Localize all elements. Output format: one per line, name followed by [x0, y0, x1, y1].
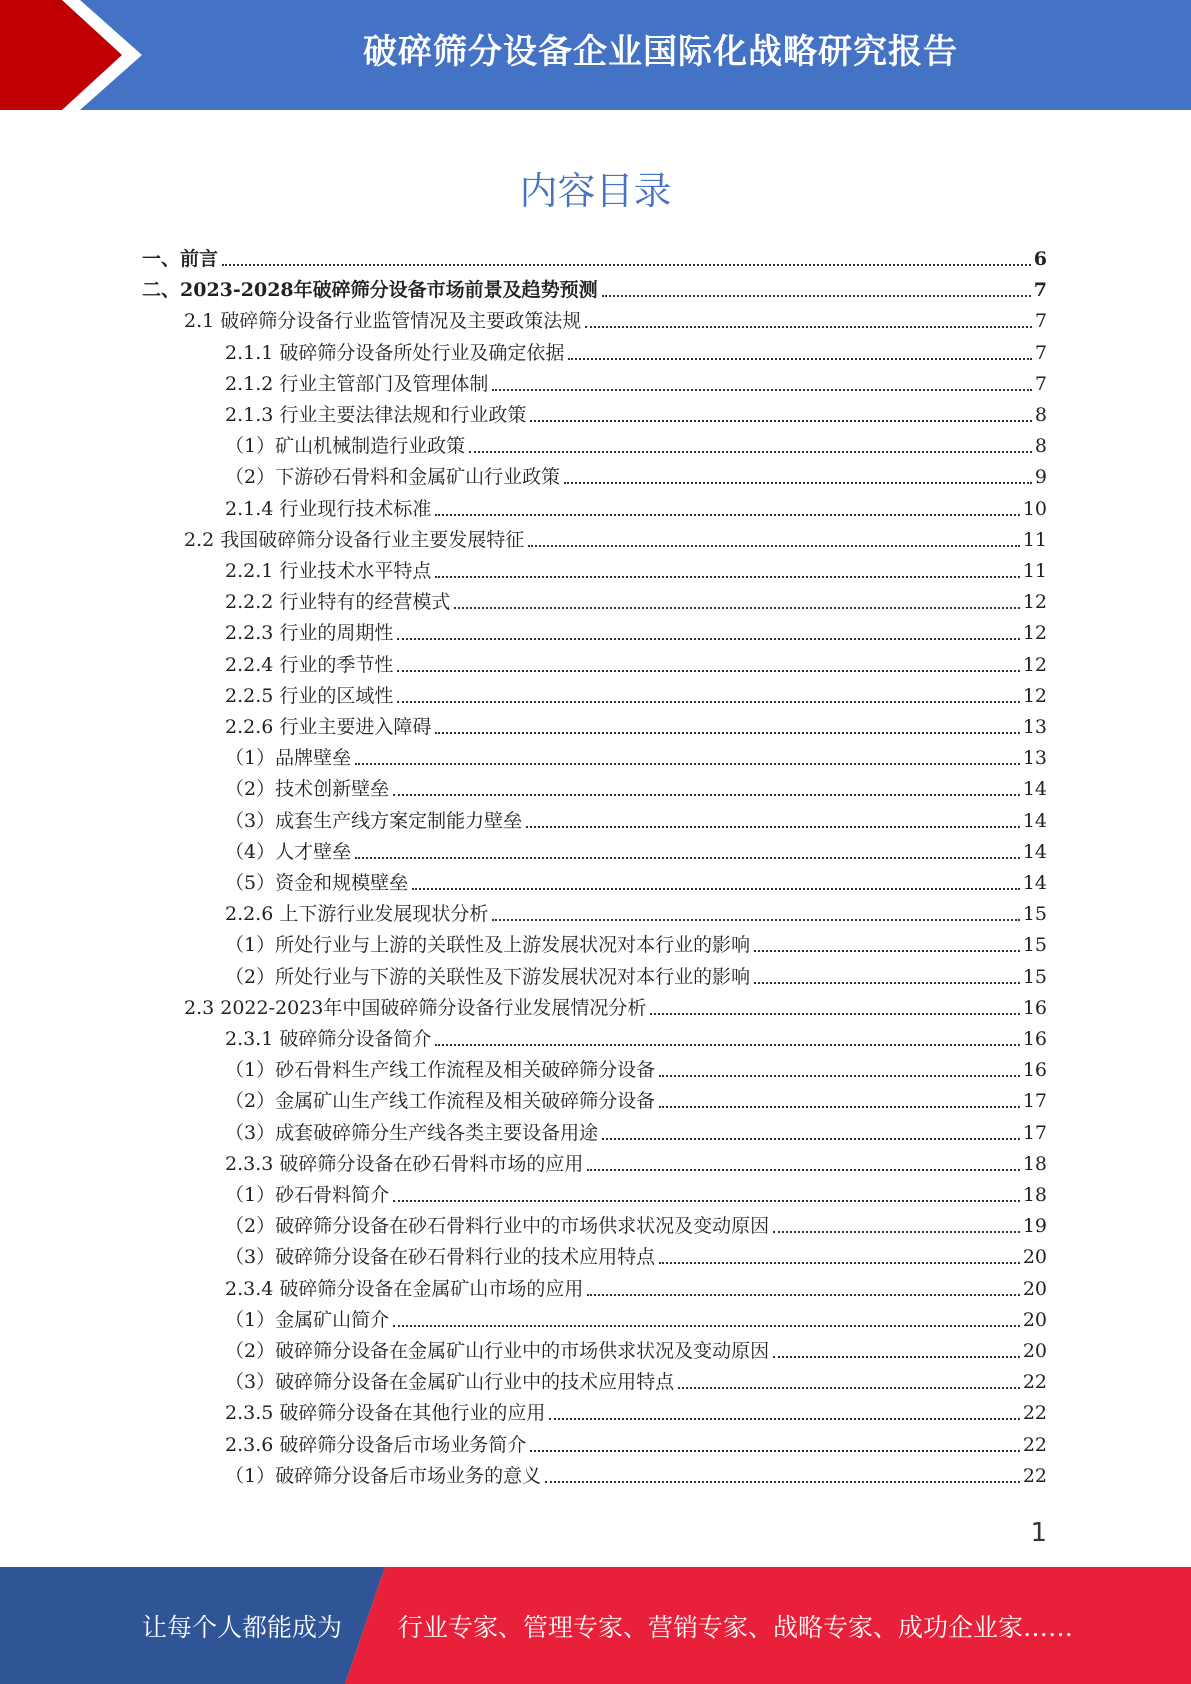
toc-entry-title: 一、前言: [142, 248, 219, 270]
toc-entry[interactable]: [225, 677, 1047, 707]
toc-leader-dots: [469, 451, 1032, 453]
toc-leader-dots: [222, 264, 1031, 266]
toc-entry-page: 14: [1022, 840, 1047, 863]
toc-entry-page: 7: [1034, 310, 1047, 333]
toc-entry-title: （2）技术创新壁垒: [225, 778, 390, 801]
toc-entry[interactable]: [225, 1051, 1047, 1081]
toc-entry-title: （3）成套生产线方案定制能力壁垒: [225, 809, 523, 832]
toc-entry[interactable]: [225, 490, 1047, 520]
toc-leader-dots: [393, 794, 1020, 796]
toc-entry-title: 2.1.3 行业主要法律法规和行业政策: [225, 404, 527, 426]
toc-entry[interactable]: [225, 552, 1047, 582]
toc-entry[interactable]: [225, 1363, 1047, 1393]
toc-entry-title: （2）下游砂石骨料和金属矿山行业政策: [225, 466, 561, 489]
toc-leader-dots: [528, 545, 1020, 547]
toc-entry-title: 2.2.6 上下游行业发展现状分析: [225, 903, 489, 926]
toc-entry-page: 11: [1022, 560, 1047, 582]
toc-entry[interactable]: [225, 334, 1047, 364]
toc-leader-dots: [435, 732, 1019, 734]
toc-entry-page: 12: [1022, 591, 1047, 614]
toc-leader-dots: [754, 950, 1020, 952]
toc-leader-dots: [435, 514, 1019, 516]
toc-entry-page: 8: [1034, 435, 1047, 458]
footer-slogan-right: 行业专家、管理专家、营销专家、战略专家、成功企业家……: [398, 1613, 1074, 1642]
toc-entry[interactable]: [225, 1020, 1047, 1050]
toc-leader-dots: [355, 763, 1020, 765]
toc-entry-page: 11: [1022, 528, 1047, 551]
toc-entry[interactable]: [225, 1238, 1047, 1268]
toc-entry-page: 12: [1022, 684, 1047, 707]
toc-entry-page: 18: [1022, 1152, 1047, 1175]
toc-entry-title: （3）破碎筛分设备在砂石骨料行业的技术应用特点: [225, 1246, 656, 1269]
toc-entry-title: （1）金属矿山简介: [225, 1308, 390, 1331]
toc-entry-title: 2.3.5 破碎筛分设备在其他行业的应用: [225, 1402, 546, 1425]
toc-entry-title: 2.2.3 行业的周期性: [225, 622, 394, 645]
toc-leader-dots: [530, 1450, 1019, 1452]
toc-leader-dots: [393, 1325, 1020, 1327]
toc-leader-dots: [773, 1356, 1020, 1358]
toc-entry-page: 16: [1022, 1028, 1047, 1050]
toc-entry-page: 22: [1022, 1464, 1047, 1487]
toc-entry-title: 2.2.6 行业主要进入障碍: [225, 716, 432, 738]
toc-entry-page: 14: [1022, 778, 1047, 801]
toc-entry-title: 2.2 我国破碎筛分设备行业主要发展特征: [184, 528, 525, 551]
toc-entry-page: 20: [1022, 1308, 1047, 1331]
toc-entry-title: 2.3.6 破碎筛分设备后市场业务简介: [225, 1433, 527, 1456]
toc-entry-page: 14: [1022, 809, 1047, 832]
toc-entry-title: （1）破碎筛分设备后市场业务的意义: [225, 1464, 542, 1487]
toc-entry[interactable]: [225, 1394, 1047, 1424]
toc-entry-title: （3）破碎筛分设备在金属矿山行业中的技术应用特点: [225, 1371, 675, 1394]
toc-entry[interactable]: [225, 646, 1047, 676]
toc-leader-dots: [602, 295, 1031, 297]
toc-entry[interactable]: [225, 1426, 1047, 1456]
toc-entry-page: 20: [1022, 1246, 1047, 1269]
toc-entry-title: （2）破碎筛分设备在金属矿山行业中的市场供求状况及变动原因: [225, 1340, 770, 1362]
toc-entry-title: 2.3.1 破碎筛分设备简介: [225, 1028, 432, 1050]
toc-entry-page: 15: [1022, 965, 1047, 988]
toc-entry[interactable]: [225, 1114, 1047, 1144]
toc-entry[interactable]: [225, 396, 1047, 426]
toc-entry[interactable]: [225, 739, 1047, 769]
toc-entry-title: （3）成套破碎筛分生产线各类主要设备用途: [225, 1121, 599, 1144]
report-title: 破碎筛分设备企业国际化战略研究报告: [363, 32, 958, 72]
toc-entry-page: 7: [1034, 341, 1047, 364]
toc-leader-dots: [492, 919, 1019, 921]
page-header: [0, 0, 1191, 110]
toc-entry-page: 16: [1022, 1059, 1047, 1082]
toc-entry-title: 二、2023-2028年破碎筛分设备市场前景及趋势预测: [142, 279, 598, 302]
toc-entry-title: （2）破碎筛分设备在砂石骨料行业中的市场供求状况及变动原因: [225, 1215, 770, 1238]
toc-leader-dots: [435, 1044, 1019, 1046]
toc-heading: 内容目录: [519, 169, 672, 213]
toc-entry[interactable]: [225, 583, 1047, 613]
toc-entry[interactable]: [225, 1145, 1047, 1175]
toc-entry-page: 9: [1034, 466, 1047, 489]
toc-leader-dots: [397, 638, 1019, 640]
toc-entry-page: 17: [1022, 1090, 1047, 1113]
toc-leader-dots: [659, 1106, 1020, 1108]
toc-entry-page: 20: [1022, 1277, 1047, 1300]
toc-entry[interactable]: [225, 1082, 1047, 1112]
toc-entry[interactable]: [225, 1270, 1047, 1300]
toc-leader-dots: [397, 670, 1019, 672]
toc-entry-title: 2.2.2 行业特有的经营模式: [225, 591, 451, 614]
toc-entry[interactable]: [225, 864, 1047, 894]
toc-entry[interactable]: [225, 708, 1047, 738]
toc-entry[interactable]: [184, 302, 1047, 332]
toc-leader-dots: [530, 420, 1032, 422]
toc-entry-title: （2）所处行业与下游的关联性及下游发展状况对本行业的影响: [225, 965, 751, 988]
toc-entry-title: （1）砂石骨料生产线工作流程及相关破碎筛分设备: [225, 1059, 656, 1082]
toc-leader-dots: [549, 1418, 1019, 1420]
toc-leader-dots: [412, 888, 1020, 890]
toc-entry[interactable]: [225, 802, 1047, 832]
toc-leader-dots: [587, 1169, 1019, 1171]
toc-entry[interactable]: [184, 521, 1047, 551]
toc-entry[interactable]: [225, 926, 1047, 956]
toc-entry[interactable]: [225, 833, 1047, 863]
page-footer: [0, 1567, 1191, 1684]
toc-entry-page: 10: [1022, 497, 1047, 520]
toc-entry[interactable]: [184, 989, 1047, 1019]
toc-entry-page: 13: [1022, 747, 1047, 770]
toc-entry[interactable]: [225, 1457, 1047, 1487]
toc-leader-dots: [659, 1075, 1020, 1077]
toc-entry-page: 20: [1022, 1340, 1047, 1362]
toc-entry-title: （1）品牌壁垒: [225, 747, 352, 770]
toc-leader-dots: [393, 1200, 1020, 1202]
toc-entry-page: 16: [1022, 996, 1047, 1019]
toc-entry-title: 2.3 2022-2023年中国破碎筛分设备行业发展情况分析: [184, 996, 647, 1019]
toc-leader-dots: [773, 1231, 1020, 1233]
toc-entry-title: （5）资金和规模壁垒: [225, 872, 409, 894]
toc-entry-page: 15: [1022, 903, 1047, 926]
toc-entry-title: （1）砂石骨料简介: [225, 1184, 390, 1206]
toc-entry-title: 2.1 破碎筛分设备行业监管情况及主要政策法规: [184, 310, 582, 333]
toc-entry-page: 17: [1022, 1121, 1047, 1144]
toc-leader-dots: [492, 389, 1032, 391]
toc-entry-title: 2.3.4 破碎筛分设备在金属矿山市场的应用: [225, 1277, 584, 1300]
toc-entry-page: 15: [1022, 934, 1047, 957]
toc-entry-page: 13: [1022, 716, 1047, 738]
toc-entry-title: （2）金属矿山生产线工作流程及相关破碎筛分设备: [225, 1090, 656, 1113]
toc-leader-dots: [397, 701, 1019, 703]
toc-entry[interactable]: [225, 458, 1047, 488]
toc-entry-title: （4）人才壁垒: [225, 840, 352, 863]
toc-entry-page: 22: [1022, 1371, 1047, 1394]
toc-entry-page: 12: [1022, 622, 1047, 645]
toc-leader-dots: [754, 982, 1020, 984]
toc-leader-dots: [659, 1262, 1020, 1264]
toc-leader-dots: [585, 326, 1032, 328]
toc-leader-dots: [454, 607, 1019, 609]
toc-entry[interactable]: [225, 770, 1047, 800]
toc-leader-dots: [568, 358, 1032, 360]
toc-entry-title: （1）矿山机械制造行业政策: [225, 435, 466, 458]
toc-leader-dots: [435, 576, 1019, 578]
toc-entry[interactable]: [225, 1176, 1047, 1206]
toc-leader-dots: [526, 826, 1020, 828]
toc-entry-title: 2.2.5 行业的区域性: [225, 684, 394, 707]
toc-entry-page: 7: [1033, 279, 1047, 302]
toc-leader-dots: [650, 1013, 1019, 1015]
toc-entry-title: 2.1.1 破碎筛分设备所处行业及确定依据: [225, 341, 565, 364]
toc-entry-page: 6: [1033, 248, 1047, 270]
toc-entry[interactable]: [142, 240, 1047, 270]
toc-leader-dots: [564, 482, 1032, 484]
toc-leader-dots: [678, 1387, 1020, 1389]
toc-entry-page: 7: [1034, 372, 1047, 395]
toc-entry-title: 2.2.4 行业的季节性: [225, 653, 394, 676]
toc-entry[interactable]: [142, 271, 1047, 301]
toc-entry-page: 8: [1034, 404, 1047, 426]
toc-entry-page: 22: [1022, 1433, 1047, 1456]
toc-leader-dots: [602, 1138, 1020, 1140]
toc-entry-title: 2.3.3 破碎筛分设备在砂石骨料市场的应用: [225, 1152, 584, 1175]
toc-entry-page: 19: [1022, 1215, 1047, 1238]
page-number: 1: [1030, 1518, 1047, 1548]
toc-leader-dots: [355, 857, 1020, 859]
toc-entry-page: 22: [1022, 1402, 1047, 1425]
toc-entry-page: 12: [1022, 653, 1047, 676]
toc-entry[interactable]: [225, 365, 1047, 395]
toc-entry-title: 2.1.4 行业现行技术标准: [225, 497, 432, 520]
toc-entry[interactable]: [225, 1301, 1047, 1331]
toc-entry-page: 14: [1022, 872, 1047, 894]
toc-entry-title: 2.2.1 行业技术水平特点: [225, 560, 432, 582]
toc-entry[interactable]: [225, 614, 1047, 644]
toc-entry[interactable]: [225, 427, 1047, 457]
toc-entry[interactable]: [225, 1207, 1047, 1237]
toc-leader-dots: [545, 1481, 1020, 1483]
toc-entry-title: （1）所处行业与上游的关联性及上游发展状况对本行业的影响: [225, 934, 751, 957]
toc-entry-title: 2.1.2 行业主管部门及管理体制: [225, 372, 489, 395]
toc-entry[interactable]: [225, 1332, 1047, 1362]
toc-entry[interactable]: [225, 895, 1047, 925]
footer-slogan-left: 让每个人都能成为: [142, 1613, 343, 1642]
toc-leader-dots: [587, 1294, 1019, 1296]
toc-entry[interactable]: [225, 958, 1047, 988]
toc-entry-page: 18: [1022, 1184, 1047, 1206]
